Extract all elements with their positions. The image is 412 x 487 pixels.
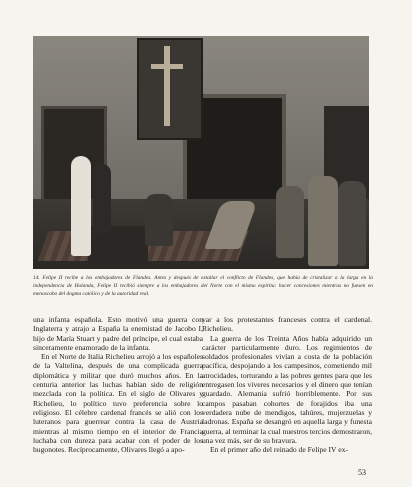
photo-figure-king [145,194,173,246]
paragraph: La guerra de los Treinta Años había adquirido un carácter particularmente duro. Los regimientos de soldados profesionales vivían a costa de la población pacífica, despojando a los campesinos, cometiendo mil atrocidades, torturando a las pobres gentes para que les entregasen los víveres necesarios y el dinero que tenían guardado. Alemania sufrió horriblemente. Por sus campos pasaban cohortes de forajidos iba una verdadera nube de mendigos, tahúres, mujerzuelas y ladronas. España se desangró en aquella larga y funesta guerra, al terminar la cual nuestros tercios demostraron, una vez más, ser de su bravura. [202,333,372,445]
page-number: 53 [358,468,366,477]
paragraph: yar a los protestantes franceses contra el cardenal. Richelieu. [202,315,372,334]
photo-figure [308,176,338,266]
paragraph: En el Norte de Italia Richelieu arrojó a los españoles de la Valtelina, después de una complicada guerra diplomática y militar que duró muchos años. En la centuria anterior las luchas habían sido de religión mezclada con la política. En el siglo de Olivares y Richelieu, lo político tuvo preferencia sobre lo religioso. El célebre cardenal francés se alió con los luteranos para guerrear contra la casa de Austria mientras al mismo tiempo en el interior de Francia luchaba con dureza para acabar con el poder de los hugonotes. Recíprocamente, Olivares llegó a apo- [33,352,203,455]
photo-figure [276,186,304,258]
photo-figure [71,156,91,256]
photo-crucifix-frame [137,38,203,140]
crucifix-icon [164,46,170,126]
paragraph: En el primer año del reinado de Felipe IV ex- [210,445,348,455]
text-column-right [202,315,372,454]
photo-figure [338,181,366,266]
paragraph: una infanta española. Esto motivó una guerra con Inglaterra y atrajo a España la enemistad de Jacobo I, hijo de María Stuart y padre del príncipe, el cual estaba sinceramente enamorado de la infanta. [33,315,203,352]
crucifix-arm [151,64,183,69]
text-column-left [33,315,203,454]
photo-figure [93,164,111,234]
photo-caption: 14. Felipe II recibe a los embajadores de Flandes. Antes y después de estallar el conflicto de Flandes, que había de cristalizar a la larga en la independencia de Holanda, Felipe II recibió siempre a los embajadores del Norte con el mismo espíritu: hacer concesiones mientras no fuesen en menoscabo del dogma católico y de la autoridad real. [33,275,373,298]
illustration-photo [33,36,369,269]
